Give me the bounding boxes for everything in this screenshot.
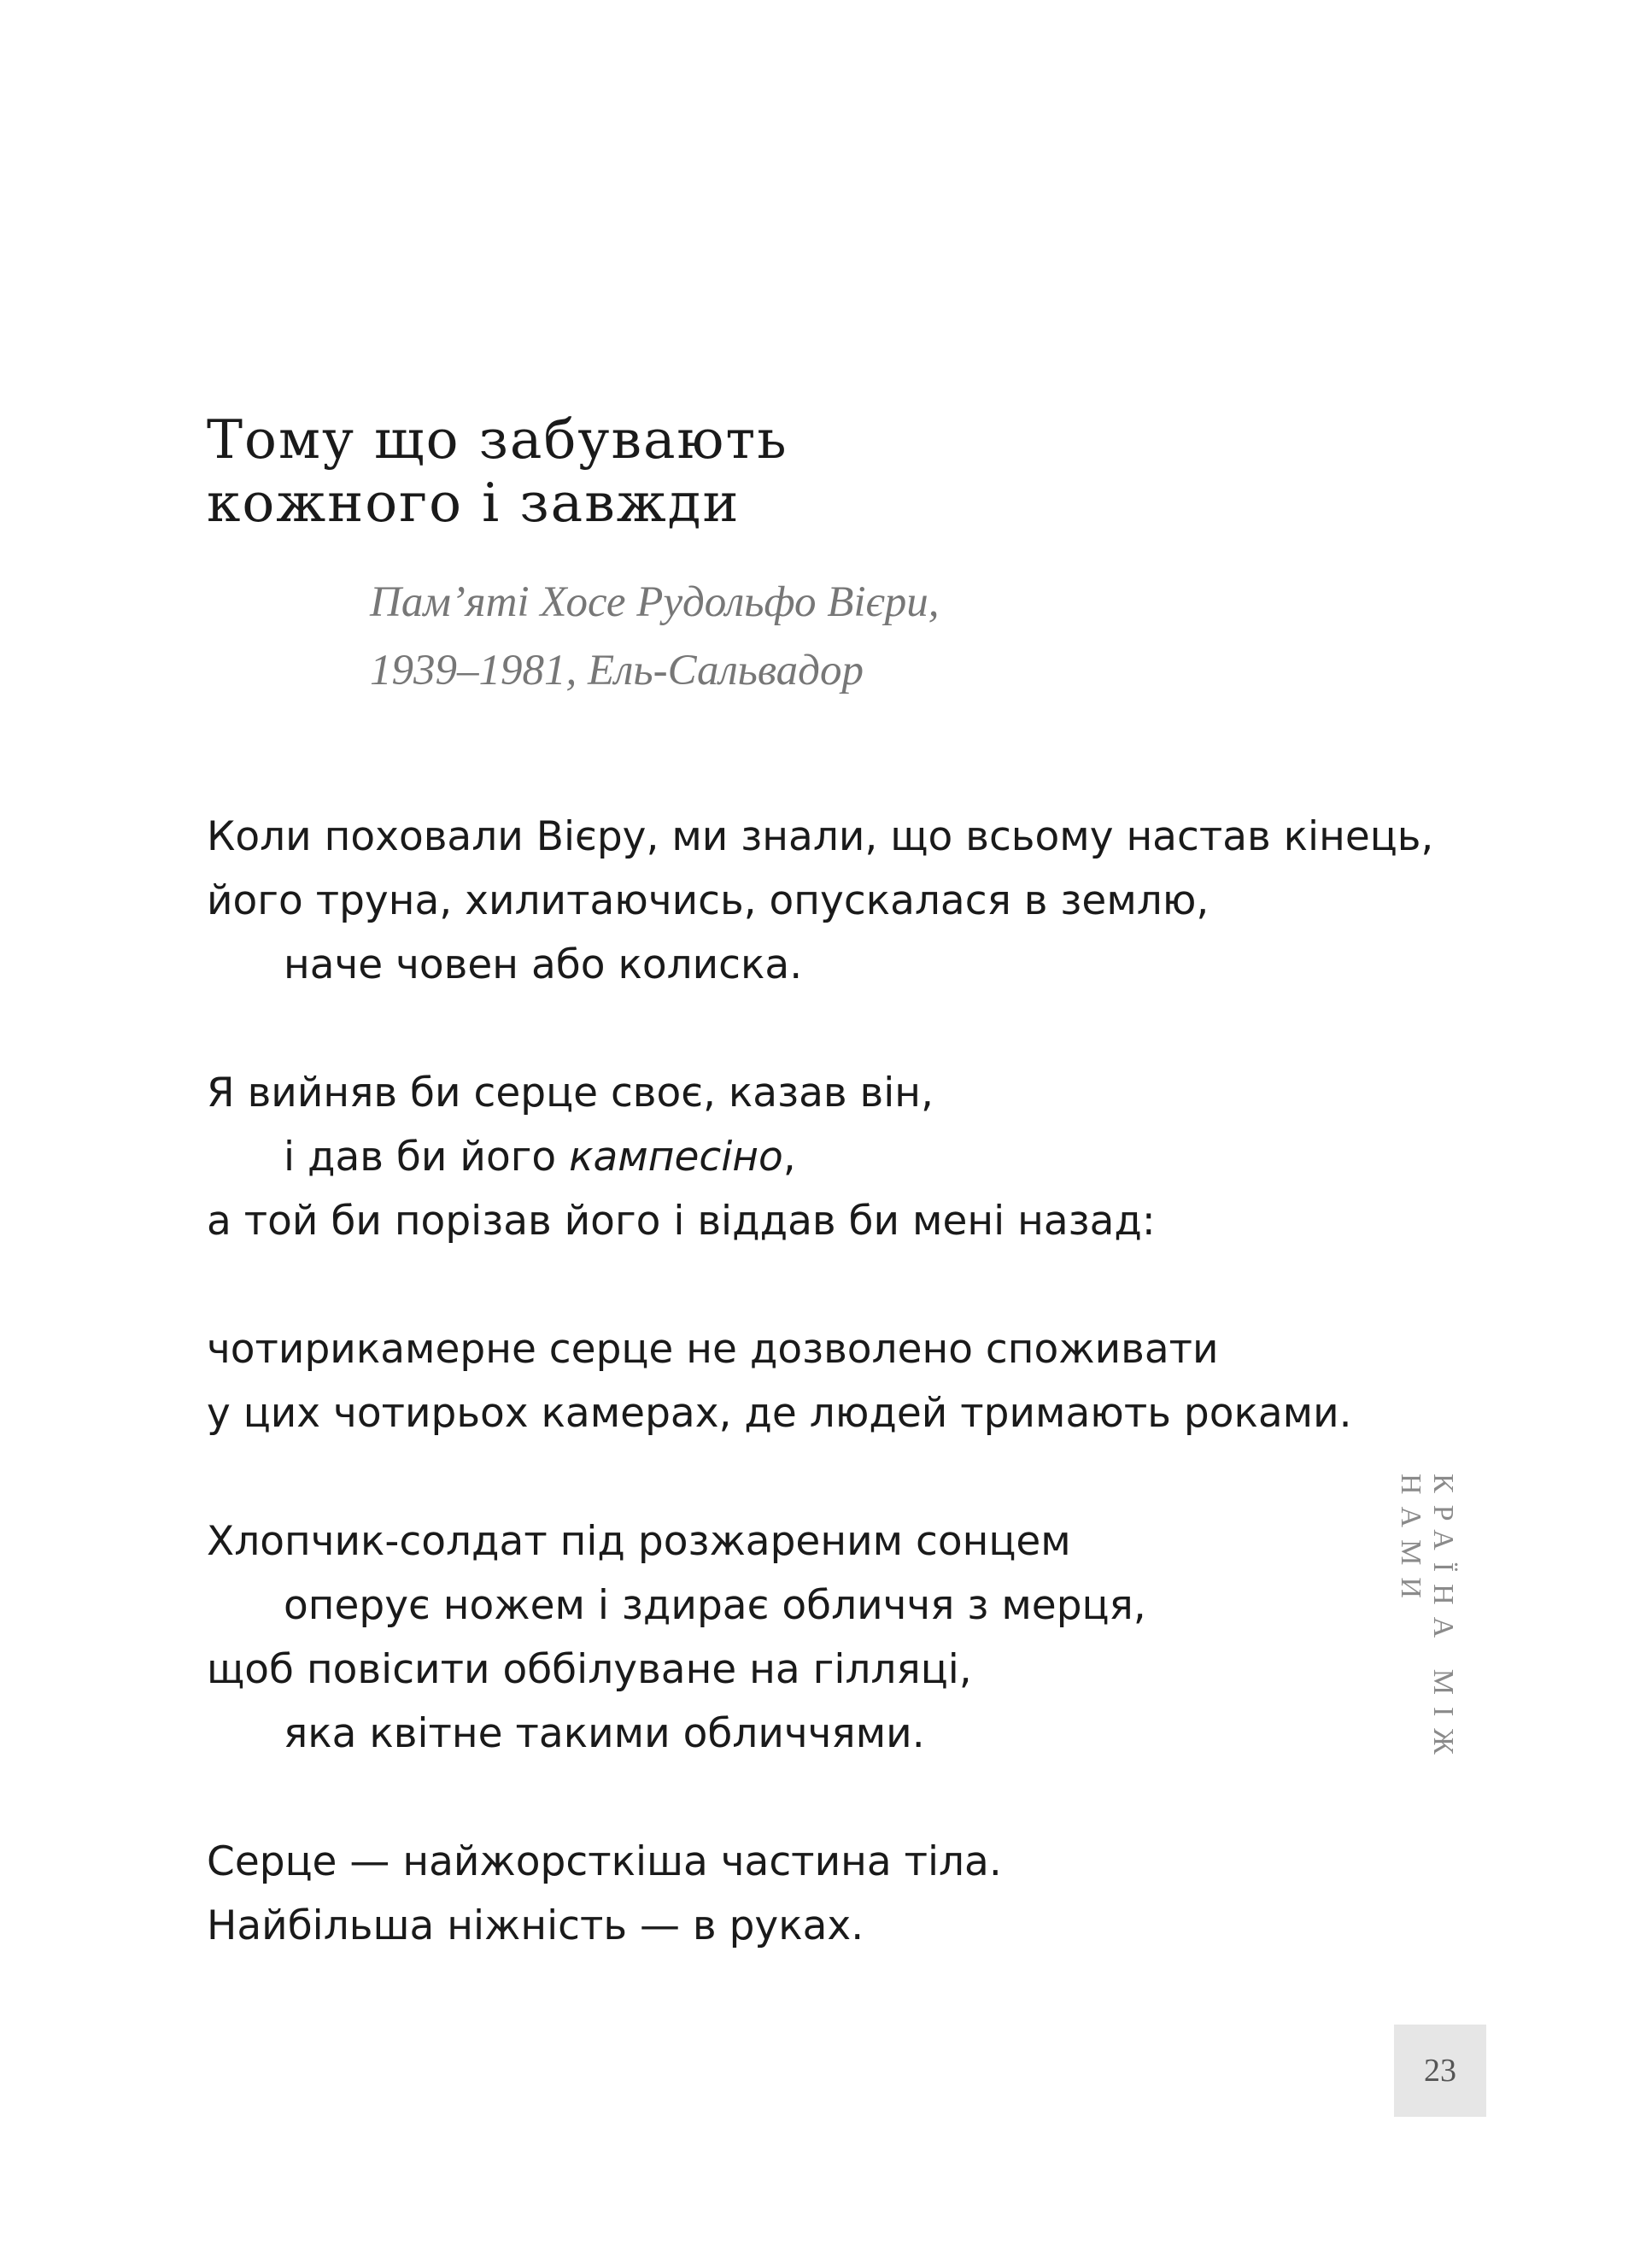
poem-line: у цих чотирьох камерах, де людей тримають роками. (207, 1390, 1352, 1437)
poem-line (207, 1125, 1445, 1189)
poem-body (207, 805, 1445, 1958)
poem-line: оперує ножем і здирає обличчя з мерця, (284, 1582, 1146, 1629)
stanza (207, 1061, 1445, 1253)
poem-line: Коли поховали Вієру, ми знали, що всьому настав кінець, (207, 813, 1434, 860)
dedication-line: Пам’яті Хосе Рудольфо Вієри, (370, 578, 940, 626)
poem-line-punctuation: , (782, 1134, 796, 1181)
poem-title-line: Тому що забувають (207, 408, 788, 471)
poem-line: Серце — найжорсткіша частина тіла. (207, 1838, 1002, 1885)
poem-title-line: кожного і завжди (207, 472, 741, 534)
dedication-line: 1939–1981, Ель-Сальвадор (370, 647, 864, 694)
stanza (207, 1509, 1445, 1766)
page-number: 23 (1394, 2025, 1486, 2117)
poem-line: чотирикамерне серце не дозволено споживати (207, 1326, 1219, 1373)
poem-line: Найбільша ніжність — в руках. (207, 1902, 864, 1949)
poem-line: його труна, хилитаючись, опускалася в землю, (207, 877, 1210, 924)
poem-line: щоб повісити оббілуване на гілляці, (207, 1646, 972, 1693)
poem-line-text: і дав би його (284, 1134, 570, 1181)
italic-word: кампесіно (569, 1134, 783, 1181)
poem-line: наче човен або колиска. (284, 941, 803, 988)
stanza (207, 1830, 1445, 1958)
running-head: КРАЇНА МІЖ НАМИ (1395, 1474, 1459, 1767)
poem-title (207, 408, 1317, 535)
poem-line: Я вийняв би серце своє, казав він, (207, 1070, 934, 1116)
poem-line: Хлопчик-солдат під розжареним сонцем (207, 1518, 1071, 1565)
dedication (370, 568, 1309, 705)
stanza (207, 805, 1445, 997)
poem-line: яка квітне такими обличчями. (284, 1710, 925, 1757)
poem-line: а той би порізав його і віддав би мені назад: (207, 1198, 1156, 1245)
stanza (207, 1317, 1445, 1445)
